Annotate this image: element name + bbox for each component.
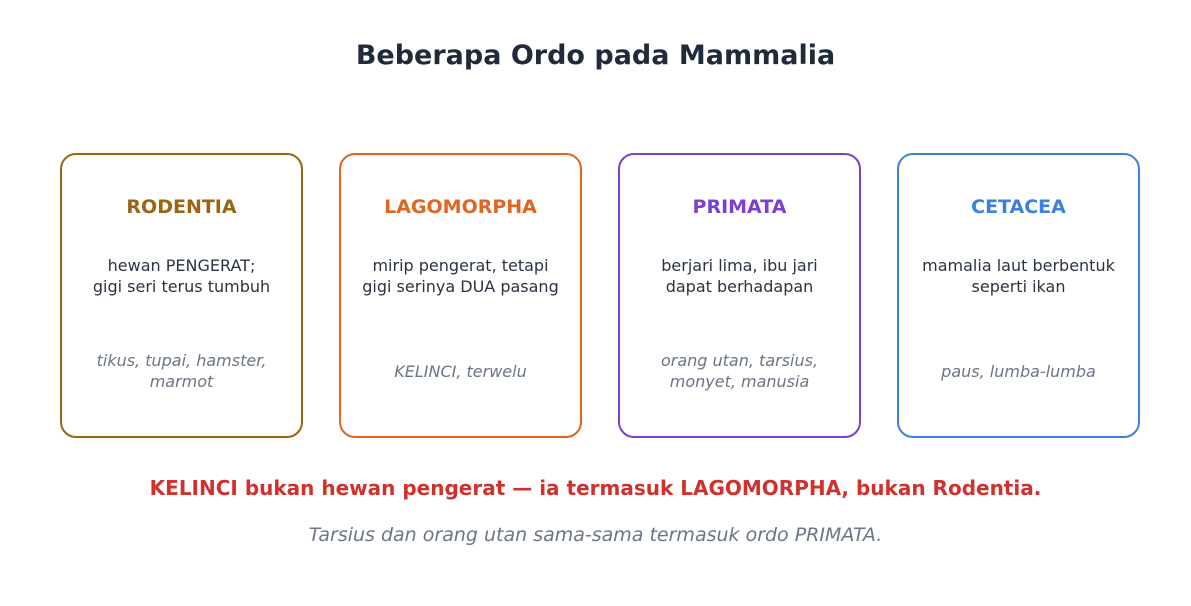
card-examples-lagomorpha: KELINCI, terwelu (394, 362, 527, 381)
card-title-primata: PRIMATA (692, 196, 787, 218)
card-description-rodentia: hewan PENGERAT; gigi seri terus tumbuh (92, 256, 271, 296)
card-lagomorpha (339, 153, 582, 438)
card-cetacea (897, 153, 1140, 438)
card-description-lagomorpha: mirip pengerat, tetapi gigi serinya DUA pasang (362, 256, 559, 296)
card-title-lagomorpha: LAGOMORPHA (384, 196, 537, 218)
card-title-cetacea: CETACEA (971, 196, 1066, 218)
page-title: Beberapa Ordo pada Mammalia (355, 40, 836, 71)
card-examples-rodentia: tikus, tupai, hamster, marmot (96, 351, 267, 391)
card-description-primata: berjari lima, ibu jari dapat berhadapan (661, 256, 818, 296)
card-rodentia (60, 153, 303, 438)
card-examples-cetacea: paus, lumba-lumba (941, 362, 1096, 381)
card-primata (618, 153, 861, 438)
card-title-rodentia: RODENTIA (126, 196, 237, 218)
card-description-cetacea: mamalia laut berbentuk seperti ikan (922, 256, 1115, 296)
warning-note: KELINCI bukan hewan pengerat — ia termasuk LAGOMORPHA, bukan Rodentia. (149, 476, 1042, 500)
card-examples-primata: orang utan, tarsius, monyet, manusia (660, 351, 819, 391)
info-note: Tarsius dan orang utan sama-sama termasuk ordo PRIMATA. (308, 524, 883, 546)
